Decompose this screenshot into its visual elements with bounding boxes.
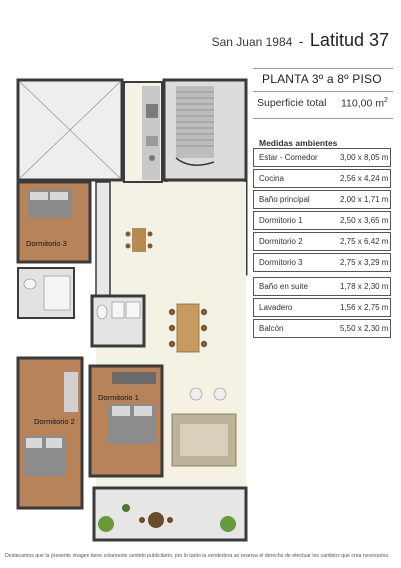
kitchen: [124, 82, 162, 182]
room-size: 2,75 x 3,29 m: [340, 258, 389, 267]
total-area-value: 110,00 $m^2$: [341, 97, 388, 110]
room-name: Dormitorio 3: [259, 258, 303, 267]
main-bathroom: [92, 296, 144, 346]
stairwell: [164, 80, 246, 180]
bedroom-3: [18, 182, 90, 262]
room-name: Dormitorio 2: [259, 237, 303, 246]
measurement-row: [253, 277, 391, 296]
divider-mid: [253, 91, 393, 92]
divider-top: [253, 68, 393, 69]
header-separator: -: [298, 33, 304, 49]
room-size: 2,50 x 3,65 m: [340, 216, 389, 225]
floor-level-title: PLANTA 3º a 8º PISO: [262, 72, 382, 86]
bedroom-3-label: Dormitorio 3: [26, 239, 67, 248]
bedroom-2-label: Dormitorio 2: [34, 417, 75, 426]
dining-table: [169, 304, 207, 352]
room-size: 2,75 x 6,42 m: [340, 237, 389, 246]
disclaimer-text: Destacamos que la presente imagen tiene solamente sentido publicitario, por lo tanto la vendedora se reserva el derecho de efectuar los cambios que crea necesarios.: [5, 553, 390, 559]
measurement-row: [253, 190, 391, 209]
address-text: San Juan 1984: [211, 35, 293, 49]
room-name: Baño en suite: [259, 282, 308, 291]
balcony: [94, 488, 246, 540]
room-name: Estar - Comedor: [259, 153, 318, 162]
room-size: 5,50 x 2,30 m: [340, 324, 389, 333]
measurement-row: [253, 298, 391, 317]
room-name: Dormitorio 1: [259, 216, 303, 225]
total-area-label: Superficie total: [257, 97, 327, 109]
page-header: [212, 30, 389, 51]
room-name: Lavadero: [259, 303, 293, 312]
room-size: 3,00 x 8,05 m: [340, 153, 389, 162]
measurement-row: [253, 148, 391, 167]
bedroom-1: [90, 366, 162, 476]
room-measurements-title: Medidas ambientes: [259, 138, 338, 148]
ensuite-bathroom: [18, 268, 74, 318]
bedroom-2: [18, 358, 82, 508]
room-size: 2,00 x 1,71 m: [340, 195, 389, 204]
measurement-row: [253, 211, 391, 230]
area-unit-exponent: 2: [384, 97, 388, 104]
room-name: Cocina: [259, 174, 284, 183]
measurement-row: [253, 319, 391, 338]
measurement-row: [253, 169, 391, 188]
measurement-row: [253, 232, 391, 251]
divider-bottom: [253, 118, 393, 119]
project-name: Latitud 37: [309, 30, 389, 50]
light-well: [18, 80, 122, 180]
measurement-row: [253, 253, 391, 272]
bedroom-1-label: Dormitorio 1: [98, 393, 139, 402]
room-size: 1,56 x 2,75 m: [340, 303, 389, 312]
floor-plan: [16, 78, 248, 542]
room-name: Balcón: [259, 324, 284, 333]
room-size: 2,56 x 4,24 m: [340, 174, 389, 183]
room-name: Baño principal: [259, 195, 310, 204]
room-size: 1,78 x 2,30 m: [340, 282, 389, 291]
